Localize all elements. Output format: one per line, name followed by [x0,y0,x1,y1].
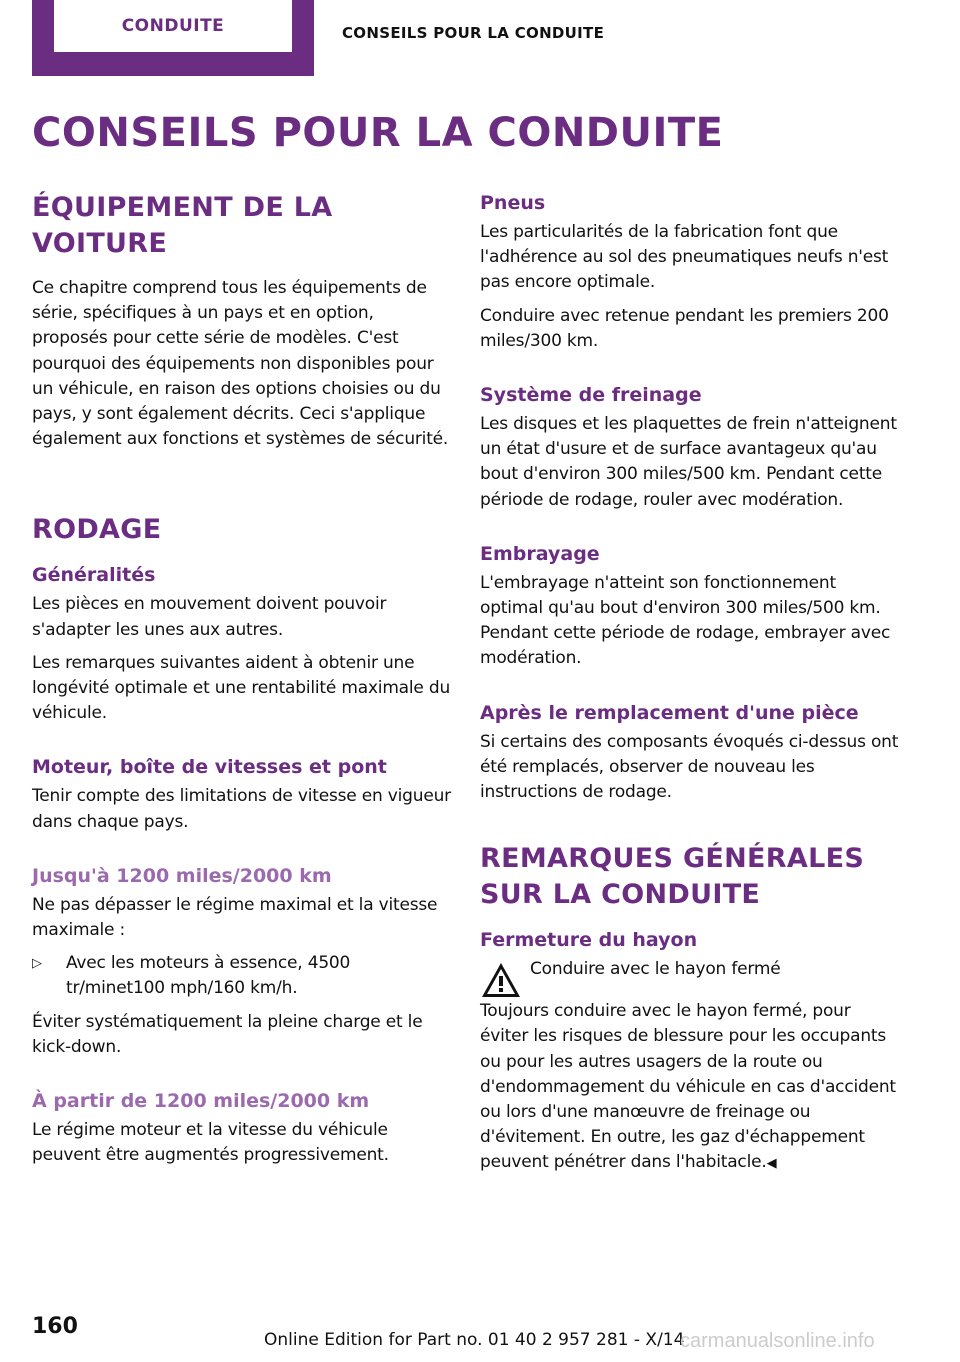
heading-moteur: Moteur, boîte de vitesses et pont [32,756,387,779]
heading-pneus: Pneus [480,192,546,214]
heading-remarques: REMARQUES GÉNÉRALES SUR LA CONDUITE [480,843,865,911]
text-moteur: Tenir compte des limitations de vitesse en vigueur dans chaque pays. [32,786,451,832]
section-moteur [32,754,452,834]
warning-title: Conduire avec le hayon fermé [530,959,781,980]
heading-apartir: À partir de 1200 miles/2000 km [32,1090,370,1113]
heading-jusqua: Jusqu'à 1200 miles/2000 km [32,864,332,887]
section-embrayage [480,541,900,672]
section-hayon [480,927,900,1176]
text-remplacement: Si certains des composants évoqués ci-dessus ont été remplacés, observer de nouveau les instructions de rodage. [480,731,899,803]
running-header-title: CONSEILS POUR LA CONDUITE [342,24,605,42]
left-column [32,190,452,1196]
section-freinage [480,382,900,513]
section-remplacement [480,700,900,806]
heading-embrayage: Embrayage [480,542,600,565]
text-apartir: Le régime moteur et la vitesse du véhicule peuvent être augmentés progressivement. [32,1120,389,1166]
text-equipement: Ce chapitre comprend tous les équipements de série, spécifiques à un pays et en option, proposés pour cette série de modèles. C'est pourquoi des équipements non disponibles pour un véhicule, en raison des options choisies ou du pays, y sont également décrits. Ceci s'applique également aux fonctions et systèmes de sécurité. [32,278,449,450]
section-equipement [32,190,452,452]
watermark: carmanualsonline.info [680,1330,875,1352]
warning-body: Toujours conduire avec le hayon fermé, pour éviter les risques de blessure pour les occupants ou pour les autres usagers de la route ou d'endommagement du véhicule en cas d'accident ou lors d'une manœuvre de freinage ou d'évitement. En outre, les gaz d'échappement peuvent pénétrer dans l'habitacle. [480,1001,896,1173]
section-generalites [32,562,452,726]
heading-remplacement: Après le remplacement d'une pièce [480,701,859,724]
text-pneus-2: Conduire avec retenue pendant les premiers 200 miles/300 km. [480,305,889,351]
warning-box [480,957,900,999]
text-jusqua-after: Éviter systématiquement la pleine charge et le kick-down. [32,1011,423,1057]
end-mark-icon: ◀ [766,1156,777,1172]
section-apartir [32,1088,452,1168]
section-jusqua [32,863,452,1060]
heading-generalites: Généralités [32,564,156,587]
triangle-bullet-icon: ▷ [32,956,42,972]
heading-rodage: RODAGE [32,514,162,546]
page-title: CONSEILS POUR LA CONDUITE [32,110,724,156]
heading-hayon: Fermeture du hayon [480,929,698,952]
footer-edition: Online Edition for Part no. 01 40 2 957 281 - X/14 [264,1330,685,1350]
page-number: 160 [32,1314,78,1339]
chapter-tab [32,0,314,76]
warning-text [480,999,900,1176]
text-embrayage: L'embrayage n'atteint son fonctionnement optimal qu'au bout d'environ 300 miles/500 km. Pendant cette période de rodage, embrayer avec modération. [480,572,891,669]
heading-equipement: ÉQUIPEMENT DE LA VOITURE [32,192,333,259]
chapter-tab-label: CONDUITE [54,0,292,52]
heading-freinage: Système de freinage [480,384,702,407]
text-jusqua: Ne pas dépasser le régime maximal et la vitesse maximale : [32,894,438,941]
text-freinage: Les disques et les plaquettes de frein n'atteignent un état d'usure et de surface avantageux qu'au bout d'environ 300 miles/500 km. Pendant cette période de rodage, rouler avec modération. [480,414,897,510]
text-generalites-2: Les remarques suivantes aident à obtenir une longévité optimale et une rentabilité maximale du véhicule. [32,652,451,724]
section-pneus [480,190,900,354]
list-item [32,951,452,1001]
warning-triangle-icon [480,961,522,999]
bullet-text: Avec les moteurs à essence, 4500 tr/minet100 mph/160 km/h. [66,953,351,999]
right-column [480,190,900,1185]
text-generalites-1: Les pièces en mouvement doivent pouvoir s'adapter les unes aux autres. [32,594,387,640]
text-pneus-1: Les particularités de la fabrication font que l'adhérence au sol des pneumatiques neufs n'est pas encore optimale. [480,222,889,293]
